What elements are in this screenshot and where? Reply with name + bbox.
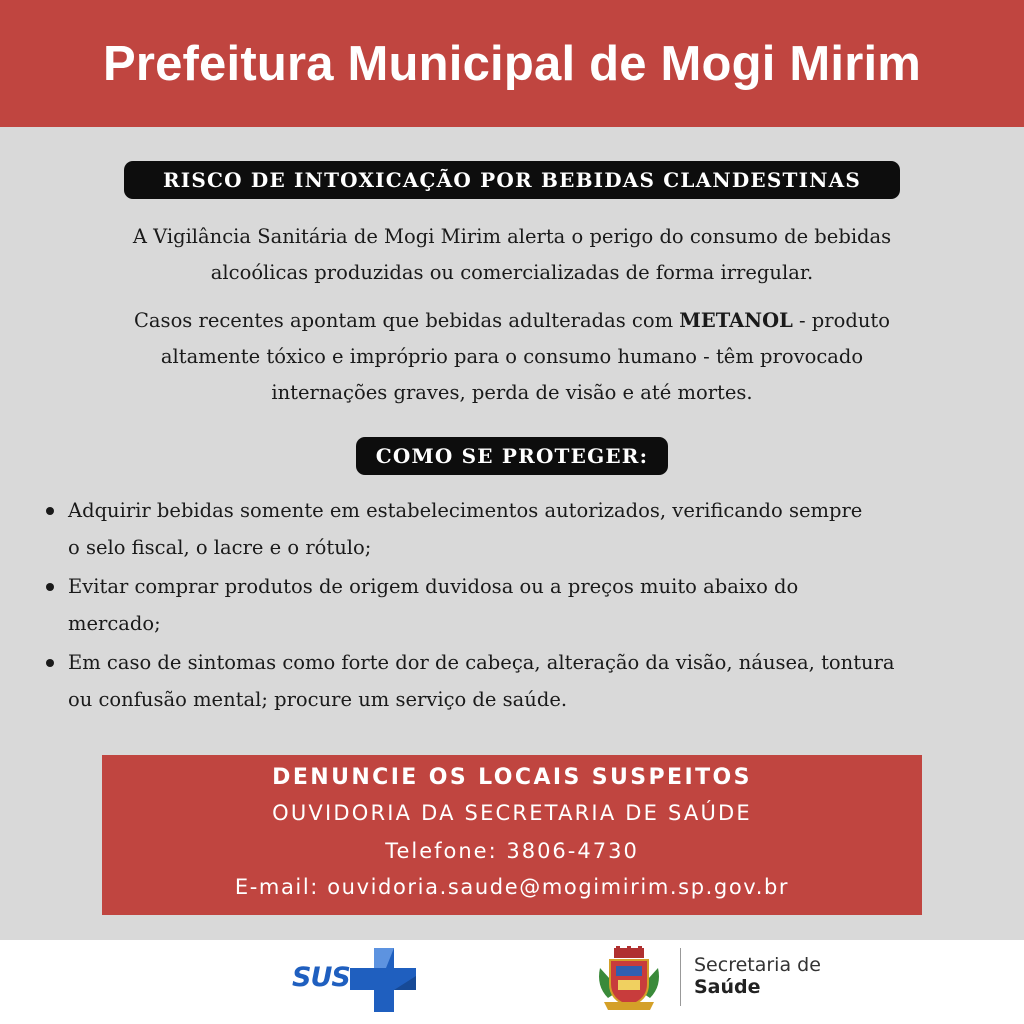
bullet-dot-icon (46, 583, 54, 591)
footer-divider (680, 948, 681, 1006)
methanol-line-1-start: Casos recentes apontam que bebidas adulteradas com (134, 309, 680, 332)
list-item (40, 492, 1004, 566)
sus-cross-icon (344, 946, 420, 1014)
methanol-line-2: altamente tóxico e impróprio para o consumo humano - têm provocado (160, 345, 864, 368)
methanol-paragraph (40, 303, 984, 411)
report-email[interactable]: E-mail: ouvidoria.saude@mogimirim.sp.gov.br (234, 875, 790, 899)
sus-logo (292, 946, 422, 1012)
list-item-line-2: mercado; (68, 612, 161, 635)
footer (0, 940, 1024, 1024)
report-phone: Telefone: 3806-4730 (385, 839, 639, 863)
sus-logo-text: SUS (292, 962, 350, 993)
methanol-line-1 (40, 303, 984, 339)
methanol-line-3: internações graves, perda de visão e até mortes. (271, 381, 753, 404)
header-banner (0, 0, 1024, 127)
report-box (102, 755, 922, 915)
report-subtitle: OUVIDORIA DA SECRETARIA DE SAÚDE (272, 801, 752, 825)
list-item (40, 644, 1004, 718)
bullet-dot-icon (46, 507, 54, 515)
protect-heading: COMO SE PROTEGER: (356, 437, 668, 475)
municipal-crest-icon (594, 946, 664, 1012)
intro-line-2: alcoólicas produzidas ou comercializadas de forma irregular. (210, 261, 814, 284)
secretaria-line-1: Secretaria de (694, 954, 821, 976)
list-item-line-2: o selo fiscal, o lacre e o rótulo; (68, 536, 372, 559)
list-item-line-1: Evitar comprar produtos de origem duvidosa ou a preços muito abaixo do (68, 575, 799, 598)
report-title: DENUNCIE OS LOCAIS SUSPEITOS (272, 765, 752, 790)
protection-list (40, 492, 1004, 720)
intro-paragraph (40, 219, 984, 291)
list-item-line-1: Adquirir bebidas somente em estabelecimentos autorizados, verificando sempre (68, 499, 863, 522)
page-title: Prefeitura Municipal de Mogi Mirim (102, 36, 922, 91)
risk-heading: RISCO DE INTOXICAÇÃO POR BEBIDAS CLANDESTINAS (124, 161, 900, 199)
list-item (40, 568, 1004, 642)
bullet-dot-icon (46, 659, 54, 667)
methanol-line-1-end: - produto (792, 309, 890, 332)
list-item-line-2: ou confusão mental; procure um serviço de saúde. (68, 688, 568, 711)
secretaria-line-2: Saúde (694, 976, 761, 998)
methanol-keyword: METANOL (679, 309, 793, 332)
intro-line-1: A Vigilância Sanitária de Mogi Mirim alerta o perigo do consumo de bebidas (132, 225, 892, 248)
list-item-line-1: Em caso de sintomas como forte dor de cabeça, alteração da visão, náusea, tontura (68, 651, 895, 674)
